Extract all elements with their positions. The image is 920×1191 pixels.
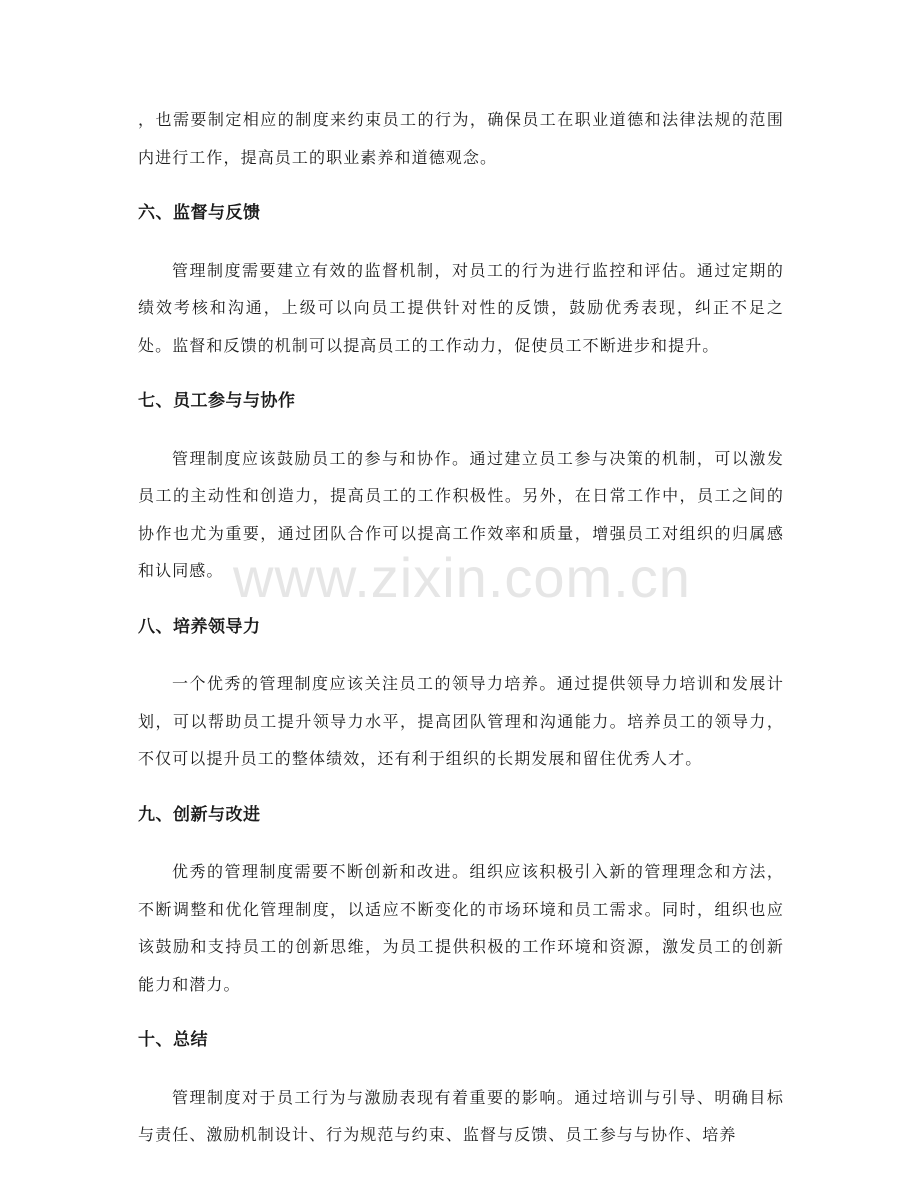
section-heading-10: 十、总结 <box>138 1030 208 1050</box>
section-body-6: 管理制度需要建立有效的监督机制，对员工的行为进行监控和评估。通过定期的绩效考核和沟通，上级可以向员工提供针对性的反馈，鼓励优秀表现，纠正不足之处。监督和反馈的机制可以提高员工的工作动力，促使员工不断进步和提升。 <box>138 260 784 355</box>
section-heading-6: 六、监督与反馈 <box>138 203 261 223</box>
section-body-10: 管理制度对于员工行为与激励表现有着重要的影响。通过培训与引导、明确目标与责任、激励机制设计、行为规范与约束、监督与反馈、员工参与与协作、培养 <box>138 1087 784 1144</box>
section-body-7: 管理制度应该鼓励员工的参与和协作。通过建立员工参与决策的机制，可以激发员工的主动性和创造力，提高员工的工作积极性。另外，在日常工作中，员工之间的协作也尤为重要，通过团队合作可以提高工作效率和质量，增强员工对组织的归属感和认同感。 <box>138 448 784 580</box>
section-heading-8: 八、培养领导力 <box>138 616 261 637</box>
watermark: www.zixin.com.cn <box>233 546 691 609</box>
document-page <box>138 101 784 1154</box>
section-heading-7: 七、员工参与与协作 <box>138 391 296 411</box>
intro-paragraph: ，也需要制定相应的制度来约束员工的行为，确保员工在职业道德和法律法规的范围内进行工作，提高员工的职业素养和道德观念。 <box>138 110 784 167</box>
section-body-9: 优秀的管理制度需要不断创新和改进。组织应该积极引入新的管理理念和方法，不断调整和优化管理制度，以适应不断变化的市场环境和员工需求。同时，组织也应该鼓励和支持员工的创新思维，为员工提供积极的工作环境和资源，激发员工的创新能力和潜力。 <box>138 862 784 994</box>
section-heading-9: 九、创新与改进 <box>138 804 261 825</box>
section-body-8: 一个优秀的管理制度应该关注员工的领导力培养。通过提供领导力培训和发展计划，可以帮助员工提升领导力水平，提高团队管理和沟通能力。培养员工的领导力，不仅可以提升员工的整体绩效，还有利于组织的长期发展和留住优秀人才。 <box>138 674 784 768</box>
